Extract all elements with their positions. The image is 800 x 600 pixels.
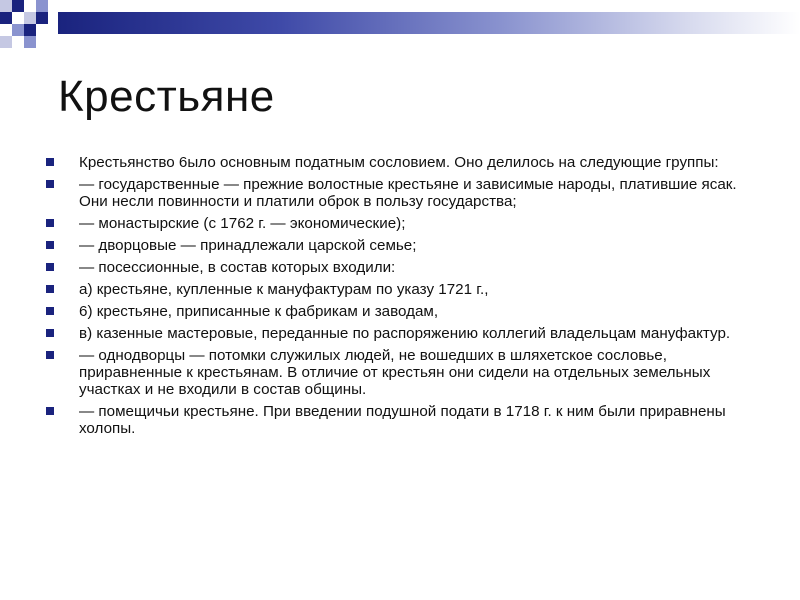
decor-square [12, 24, 24, 36]
square-bullet-icon [46, 263, 54, 271]
bullet-text: — помещичьи крестьяне. При введении подушной подати в 1718 г. к ним были приравнены холопы. [79, 403, 726, 437]
bullet-item [46, 154, 746, 171]
square-bullet-icon [46, 180, 54, 188]
decor-square [24, 12, 36, 24]
bullet-text: — государственные — прежние волостные крестьяне и зависимые народы, платившие ясак. Они несли повинности и платили оброк в пользу государства; [79, 176, 737, 210]
decor-square [12, 0, 24, 12]
bullet-item [46, 303, 746, 320]
bullet-item [46, 215, 746, 232]
decor-square [0, 36, 12, 48]
bullet-text: 6) крестьяне, приписанные к фабрикам и заводам, [79, 303, 439, 320]
decor-square [0, 12, 12, 24]
square-bullet-icon [46, 285, 54, 293]
bullet-item [46, 325, 746, 342]
bullet-text: в) казенные мастеровые, переданные по распоряжению коллегий владельцам мануфактур. [79, 325, 731, 342]
bullet-text: — посессионные, в состав которых входили: [79, 259, 396, 276]
bullet-item [46, 259, 746, 276]
bullet-text: Крестьянство 6ыло основным податным сословием. Оно делилось на следующие группы: [79, 154, 719, 171]
bullet-text: — однодворцы — потомки служилых людей, не вошедших в шляхетское сословье, приравненные к крестьянам. В отличие от крестьян они сидели на отдельных земельных участках и не входили в состав общины. [79, 347, 711, 398]
square-bullet-icon [46, 407, 54, 415]
square-bullet-icon [46, 351, 54, 359]
decor-square [24, 24, 36, 36]
bullet-item [46, 403, 746, 437]
decorative-header-band [0, 0, 800, 50]
decor-square [36, 12, 48, 24]
slide-title: Крестьяне [58, 72, 275, 121]
square-bullet-icon [46, 219, 54, 227]
decor-square [0, 0, 12, 12]
bullet-list [46, 154, 746, 442]
bullet-text: — монастырские (с 1762 г. — экономические); [79, 215, 406, 232]
bullet-text: а) крестьяне, купленные к мануфактурам по указу 1721 г., [79, 281, 489, 298]
square-bullet-icon [46, 158, 54, 166]
bullet-text: — дворцовые — принадлежали царской семье; [79, 237, 417, 254]
bullet-item [46, 281, 746, 298]
square-bullet-icon [46, 241, 54, 249]
bullet-item [46, 237, 746, 254]
decor-square [24, 36, 36, 48]
square-bullet-icon [46, 329, 54, 337]
bullet-item [46, 176, 746, 210]
decor-gradient-bar [58, 12, 800, 34]
decor-square [36, 0, 48, 12]
square-bullet-icon [46, 307, 54, 315]
bullet-item [46, 347, 746, 398]
